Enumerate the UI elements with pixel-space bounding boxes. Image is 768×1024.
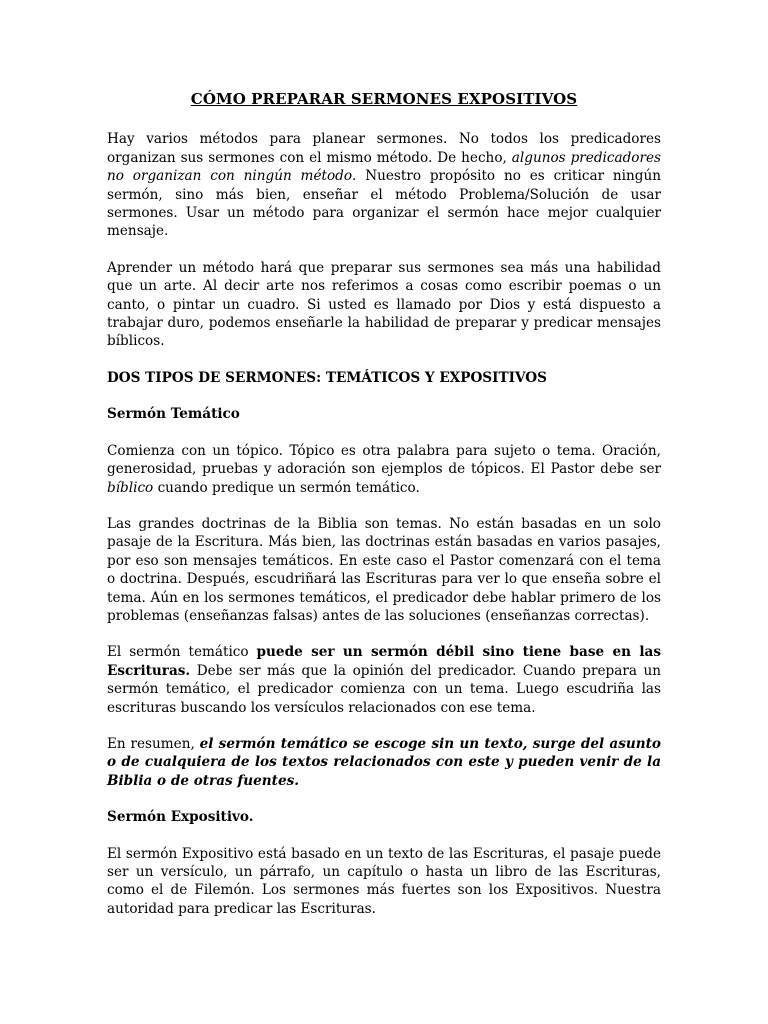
tematico-paragraph-4 <box>107 735 661 790</box>
tematico-paragraph-2: Las grandes doctrinas de la Biblia son temas. No están basadas en un solo pasaje de la Escritura. Más bien, las doctrinas están basadas en varios pasajes, por eso son mensajes temáticos. En este caso el Pastor comenzará con el tema o doctrina. Después, escudriñará las Escrituras para ver lo que enseña sobre el tema. Aún en los sermones temáticos, el predicador debe hablar primero de los problemas (enseñanzas falsas) antes de las soluciones (enseñanzas correctas). <box>107 515 661 624</box>
tematico-p1-text-a: Comienza con un tópico. Tópico es otra palabra para sujeto o tema. Oración, generosidad, pruebas y adoración son ejemplos de tópicos. El Pastor debe ser <box>107 442 661 478</box>
tematico-p1-italic: bíblico <box>107 479 154 496</box>
tematico-p3-bold: puede ser un sermón débil sino tiene base en las Escrituras. <box>107 644 661 679</box>
intro-p1-text-a: Hay varios métodos para planear sermones. No todos los predicadores organizan sus sermones con el mismo método. De hecho, <box>107 131 661 166</box>
intro-p1-text-b: . Nuestro propósito no es criticar ningún sermón, sino más bien, enseñar el método Problema/Solución de usar sermones. Usar un método para organizar el sermón hace mejor cualquier mensaje. <box>107 168 661 240</box>
intro-paragraph-1 <box>107 130 661 240</box>
tematico-p4-text-a: En resumen, <box>107 735 200 752</box>
intro-paragraph-2: Aprender un método hará que preparar sus sermones sea más una habilidad que un arte. Al decir arte nos referimos a cosas como escribir poemas o un canto, o pintar un cuadro. Si usted es llamado por Dios y está dispuesto a trabajar duro, podemos enseñarle la habilidad de preparar y predicar mensajes bíblicos. <box>107 259 661 350</box>
tematico-p3-text-a: El sermón temático <box>107 644 257 661</box>
expositivo-heading: Sermón Expositivo. <box>107 809 254 826</box>
tematico-p1-text-b: cuando predique un sermón temático. <box>153 479 420 496</box>
tematico-paragraph-1 <box>107 442 661 497</box>
section-heading: DOS TIPOS DE SERMONES: TEMÁTICOS Y EXPOSITIVOS <box>107 369 547 386</box>
tematico-p3-text-b: Debe ser más que la opinión del predicador. Cuando prepara un sermón temático, el predicador comienza con un tema. Luego escudriña las escrituras buscando los versículos relacionados con ese tema. <box>107 662 661 716</box>
intro-p1-italic: algunos predicadores no organizan con ningún método <box>107 149 662 185</box>
document-page <box>107 90 661 936</box>
tematico-heading: Sermón Temático <box>107 406 240 423</box>
tematico-paragraph-3 <box>107 643 661 717</box>
expositivo-paragraph-1: El sermón Expositivo está basado en un texto de las Escrituras, el pasaje puede ser un versículo, un párrafo, un capítulo o hasta un libro de las Escrituras, como el de Filemón. Los sermones más fuertes son los Expositivos. Nuestra autoridad para predicar las Escrituras. <box>107 845 661 917</box>
tematico-p4-bold-italic: el sermón temático se escoge sin un texto, surge del asunto o de cualquiera de los textos relacionados con este y pueden venir de la Biblia o de otras fuentes. <box>107 735 661 789</box>
document-title: CÓMO PREPARAR SERMONES EXPOSITIVOS <box>190 90 578 108</box>
